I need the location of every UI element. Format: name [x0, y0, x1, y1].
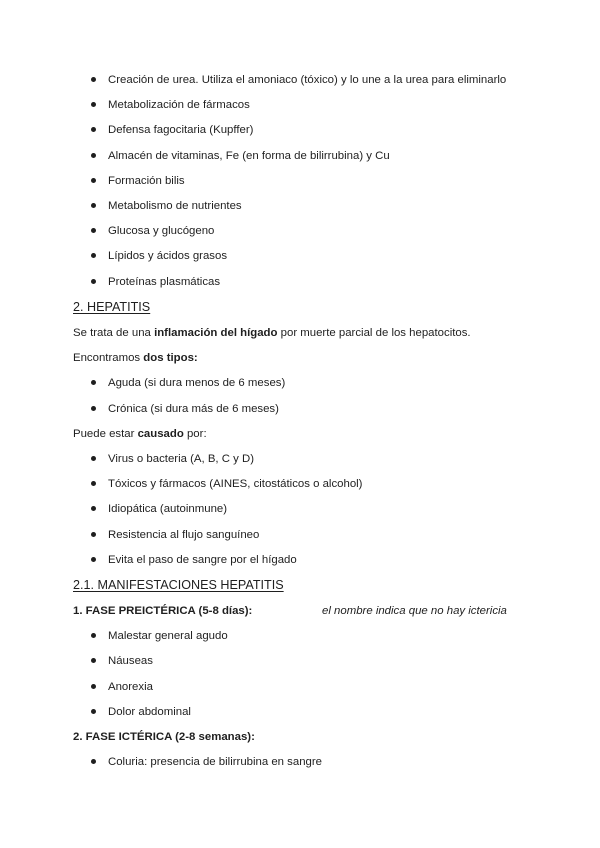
list-item: Anorexia — [108, 680, 153, 694]
bullet-icon — [91, 203, 96, 208]
list-item: Malestar general agudo — [108, 629, 228, 643]
bullet-icon — [91, 380, 96, 385]
list-item: Metabolización de fármacos — [108, 98, 250, 112]
bullet-icon — [91, 658, 96, 663]
phase2-title: 2. FASE ICTÉRICA (2-8 semanas): — [73, 731, 255, 743]
bullet-icon — [91, 684, 96, 689]
hepatitis-causes-intro: Puede estar causado por: — [73, 428, 207, 440]
bullet-icon — [91, 709, 96, 714]
list-item: Tóxicos y fármacos (AINES, citostáticos o alcohol) — [108, 477, 362, 491]
list-item: Idiopática (autoinmune) — [108, 502, 227, 516]
list-item: Aguda (si dura menos de 6 meses) — [108, 376, 285, 390]
section-heading-manifestations: 2.1. MANIFESTACIONES HEPATITIS — [73, 578, 284, 592]
list-item: Lípidos y ácidos grasos — [108, 249, 227, 263]
section-heading-hepatitis: 2. HEPATITIS — [73, 300, 151, 314]
bullet-icon — [91, 557, 96, 562]
bullet-icon — [91, 127, 96, 132]
bullet-icon — [91, 253, 96, 258]
list-item: Dolor abdominal — [108, 705, 191, 719]
list-item: Glucosa y glucógeno — [108, 224, 214, 238]
list-item: Resistencia al flujo sanguíneo — [108, 528, 259, 542]
list-item: Almacén de vitaminas, Fe (en forma de bilirrubina) y Cu — [108, 149, 390, 163]
bullet-icon — [91, 279, 96, 284]
list-item: Creación de urea. Utiliza el amoniaco (tóxico) y lo une a la urea para eliminarlo — [108, 73, 506, 87]
bullet-icon — [91, 153, 96, 158]
bullet-icon — [91, 456, 96, 461]
list-item: Náuseas — [108, 654, 153, 668]
hepatitis-types-intro: Encontramos dos tipos: — [73, 352, 198, 364]
list-item: Defensa fagocitaria (Kupffer) — [108, 123, 253, 137]
bullet-icon — [91, 759, 96, 764]
bullet-icon — [91, 77, 96, 82]
bullet-icon — [91, 532, 96, 537]
list-item: Evita el paso de sangre por el hígado — [108, 553, 297, 567]
list-item: Virus o bacteria (A, B, C y D) — [108, 452, 254, 466]
list-item: Crónica (si dura más de 6 meses) — [108, 402, 279, 416]
list-item: Formación bilis — [108, 174, 185, 188]
list-item: Metabolismo de nutrientes — [108, 199, 242, 213]
bullet-icon — [91, 102, 96, 107]
bullet-icon — [91, 406, 96, 411]
list-item: Proteínas plasmáticas — [108, 275, 220, 289]
phase1-title: 1. FASE PREICTÉRICA (5-8 días): — [73, 605, 253, 617]
list-item: Coluria: presencia de bilirrubina en sangre — [108, 755, 322, 769]
phase1-note: el nombre indica que no hay ictericia — [322, 605, 507, 617]
bullet-icon — [91, 178, 96, 183]
hepatitis-definition: Se trata de una inflamación del hígado por muerte parcial de los hepatocitos. — [73, 327, 471, 339]
bullet-icon — [91, 481, 96, 486]
bullet-icon — [91, 228, 96, 233]
bullet-icon — [91, 506, 96, 511]
bullet-icon — [91, 633, 96, 638]
